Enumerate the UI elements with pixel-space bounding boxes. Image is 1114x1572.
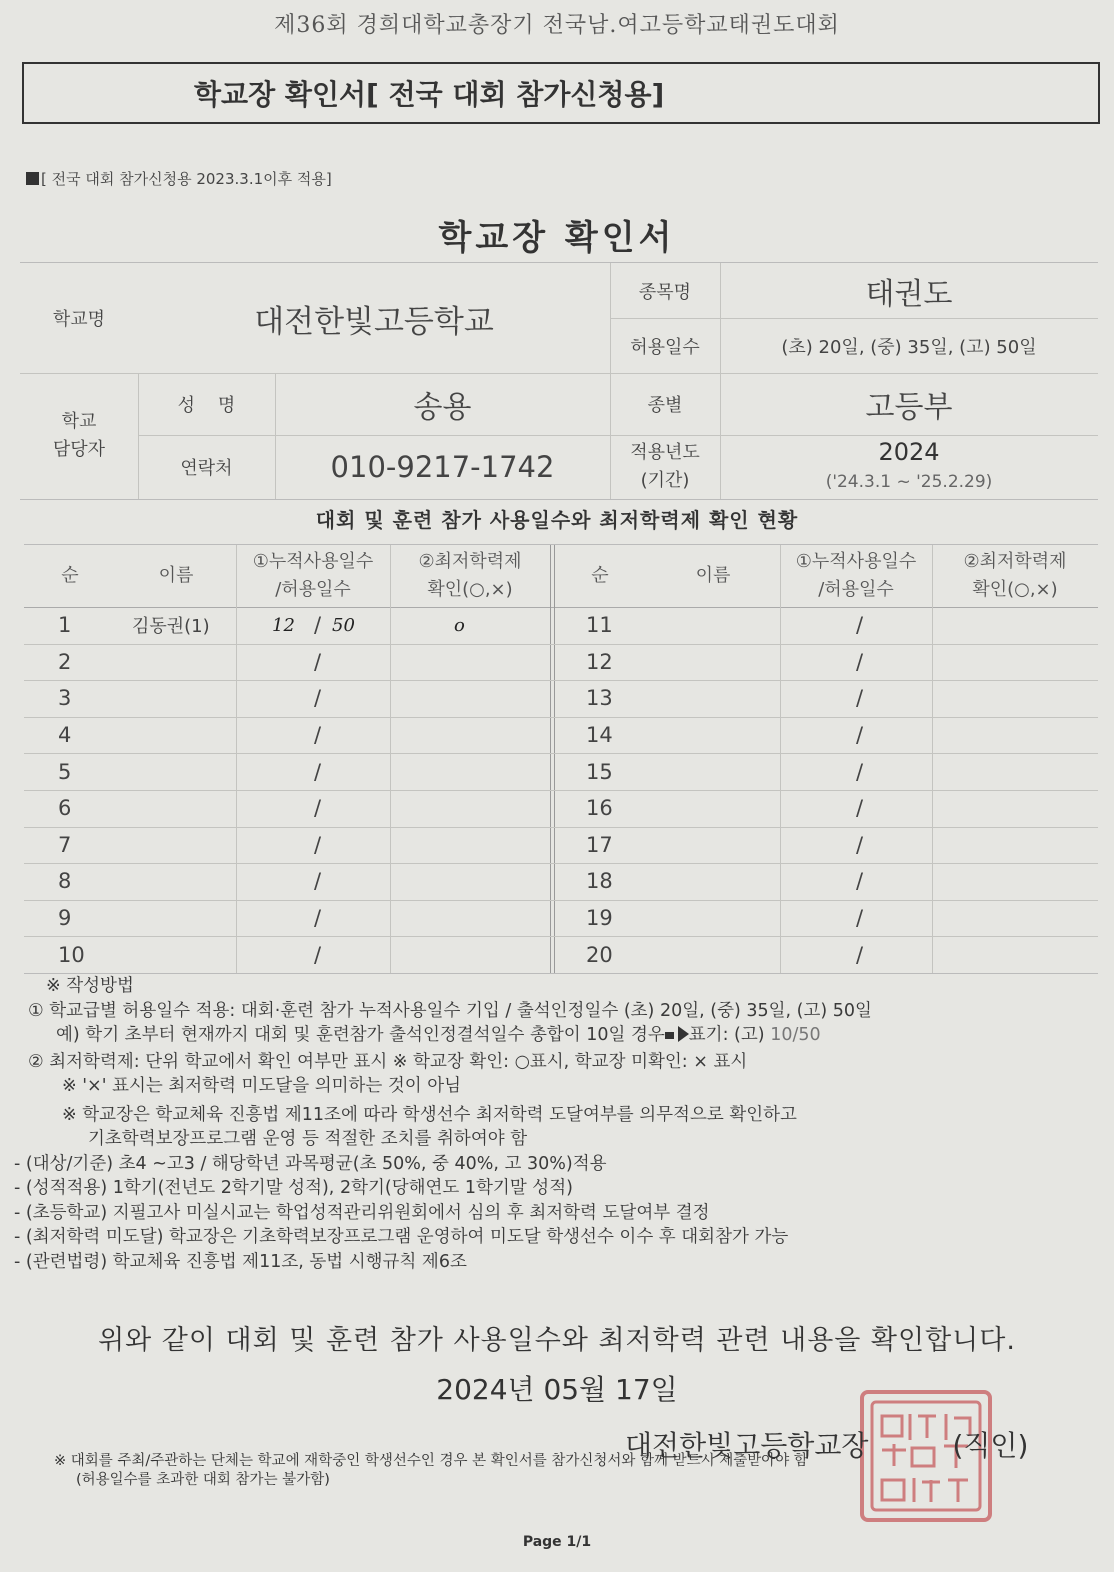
year-label-line2: (기간) [640,470,690,491]
col-header-min-line2: 확인(○,×) [427,579,513,600]
row-slash-right: / [856,686,864,711]
square-bullet-icon [26,172,39,185]
col-header-days-right-line2: /허용일수 [818,579,894,600]
note-1: ① 학교급별 허용일수 적용: 대회·훈련 참가 누적사용일수 기입 / 출석인정일수 (초) 20일, (중) 35일, (고) 50일 [28,1000,872,1021]
row-slash-right: / [856,613,864,638]
note-2 [28,1023,1088,1048]
col-header-days-line2: /허용일수 [275,579,351,600]
contact-label: 연락처 [180,458,233,479]
row-number: 1 [58,613,72,638]
note-4: ※ '×' 표시는 최저학력 미도달을 의미하는 것이 아님 [62,1076,462,1096]
document-title: 학교장 확인서 [438,218,676,258]
row-number: 2 [58,649,72,674]
note-3: ② 최저학력제: 단위 학교에서 확인 여부만 표시 ※ 학교장 확인: ○표시, 학교장 미확인: × 표시 [28,1051,748,1072]
division-label: 종별 [647,395,683,416]
row-slash-right: / [856,906,864,931]
row-number-right: 19 [586,906,613,931]
row-number: 8 [58,869,72,894]
period-value: ('24.3.1 ~ '25.2.29) [825,472,993,492]
row-slash: / [314,649,322,674]
col-header-name-right: 이름 [695,565,731,586]
note-11: - (관련법령) 학교체육 진흥법 제11조, 동법 시행규칙 제6조 [14,1251,467,1272]
row-number: 6 [58,796,72,821]
event-label: 종목명 [638,281,692,303]
allowed-days-value: (초) 20일, (중) 35일, (고) 50일 [781,336,1037,358]
row-number: 9 [58,906,72,931]
document-header: 제36회 경희대학교총장기 전국남.여고등학교태권도대회 [274,13,840,38]
row-slash: / [314,759,322,784]
footnote-line1: ※ 대회를 주최/주관하는 단체는 학교에 재학중인 학생선수인 경우 본 확인서를 참가신청서와 함께 받드시 제출받아야 함 [54,1453,808,1469]
col-header-name: 이름 [158,565,194,586]
writing-notes [14,974,1088,1274]
row-number: 7 [58,832,72,857]
row-days-used: 12 [272,614,295,636]
principal-name: 대전한빛고등학교장 [625,1429,869,1462]
row-slash-right: / [856,869,864,894]
col-header-days-right [780,545,932,607]
row-slash: / [314,906,322,931]
arrow-head-icon [678,1026,689,1042]
usage-table [24,544,1098,974]
row-slash: / [314,613,322,638]
col-header-min-right [932,545,1098,607]
row-number: 5 [58,759,72,784]
year-label-line1: 적용년도 [630,442,700,463]
col-header-days-line1: ①누적사용일수 [252,551,374,572]
name-value: 송용 [413,390,472,425]
info-table [20,262,1098,500]
row-name: 김동권(1) [132,616,210,638]
row-number-right: 20 [586,942,613,967]
row-number-right: 13 [586,686,613,711]
arrow-right-icon [665,1032,674,1039]
col-header-no-right: 순 [591,565,609,586]
name-label: 성 명 [177,395,236,416]
school-value: 대전한빛고등학교 [254,303,494,340]
row-number-right: 18 [586,869,613,894]
col-header-min-right-line2: 확인(○,×) [972,579,1058,600]
section-subtitle: 대회 및 훈련 참가 사용일수와 최저학력제 확인 현황 [315,508,799,532]
note-9: - (초등학교) 지필고사 미실시교는 학업성적관리위원회에서 심의 후 최저학력 도달여부 결정 [14,1202,710,1223]
year-value: 2024 [878,438,940,466]
school-label: 학교명 [52,309,106,330]
apply-tag [26,168,332,189]
manager-label-line1: 학교 [61,411,97,432]
contact-value: 010-9217-1742 [330,450,555,484]
row-number-right: 14 [586,723,613,748]
seal-label: (직인) [952,1429,1029,1462]
row-check: o [454,614,465,636]
note-10: - (최저학력 미도달) 학교장은 기초학력보장프로그램 운영하여 미도달 학생선수 이수 후 대회참가 가능 [14,1227,789,1247]
row-number-right: 15 [586,759,613,784]
row-days-allowed: 50 [332,614,355,636]
row-slash: / [314,796,322,821]
row-number-right: 12 [586,649,613,674]
page-number: Page 1/1 [522,1534,592,1550]
notes-heading: ※ 작성방법 [46,976,134,996]
footnote-line2: (허용일수를 초과한 대회 참가는 불가함) [76,1472,330,1488]
note-7: - (대상/기준) 초4 ~고3 / 해당학년 과목평균(초 50%, 중 40%, 고 30%)적용 [14,1153,607,1174]
issue-date: 2024년 05월 17일 [436,1373,678,1406]
confirmation-statement: 위와 같이 대회 및 훈련 참가 사용일수와 최저학력 관련 내용을 확인합니다. [98,1325,1016,1356]
note-5: ※ 학교장은 학교체육 진흥법 제11조에 따라 학생선수 최저학력 도달여부를 의무적으로 확인하고 [62,1104,797,1125]
row-number-right: 17 [586,832,613,857]
note-6: 기초학력보장프로그램 운영 등 적절한 조치를 취하여야 함 [88,1129,528,1149]
apply-tag-text: [ 전국 대회 참가신청용 2023.3.1이후 적용] [41,170,332,188]
col-header-days [236,545,390,607]
row-slash-right: / [856,723,864,748]
division-value: 고등부 [865,390,953,425]
note-2-example: 10/50 [770,1025,821,1045]
manager-label-line2: 담당자 [52,439,106,460]
note-2-label: 표기: (고) [688,1025,765,1045]
col-header-days-right-line1: ①누적사용일수 [795,551,917,572]
row-slash: / [314,686,322,711]
event-value: 태권도 [865,276,953,312]
row-slash-right: / [856,832,864,857]
title-box: 학교장 확인서[ 전국 대회 참가신청용] [22,62,1100,124]
row-slash-right: / [856,649,864,674]
col-header-no: 순 [61,565,79,586]
allowed-days-label: 허용일수 [630,336,700,358]
row-number-right: 16 [586,796,613,821]
row-slash: / [314,832,322,857]
row-slash-right: / [856,942,864,967]
row-slash: / [314,942,322,967]
note-8: - (성적적용) 1학기(전년도 2학기말 성적), 2학기(당해연도 1학기말 성적) [14,1178,573,1198]
manager-label [20,373,138,499]
row-slash-right: / [856,796,864,821]
footnote [54,1452,1064,1490]
col-header-min [390,545,550,607]
year-label [610,435,720,499]
row-slash: / [314,723,322,748]
col-header-min-right-line1: ②최저학력제 [963,551,1067,572]
row-number: 4 [58,723,72,748]
row-slash-right: / [856,759,864,784]
row-number: 10 [58,942,85,967]
row-slash: / [314,869,322,894]
year-cell [720,435,1098,499]
col-header-min-line1: ②최저학력제 [418,551,522,572]
note-2-text: 예) 학기 초부터 현재까지 대회 및 훈련참가 출석인정결석일수 총합이 10일 경우 [56,1025,665,1045]
row-number-right: 11 [586,613,613,638]
row-number: 3 [58,686,72,711]
